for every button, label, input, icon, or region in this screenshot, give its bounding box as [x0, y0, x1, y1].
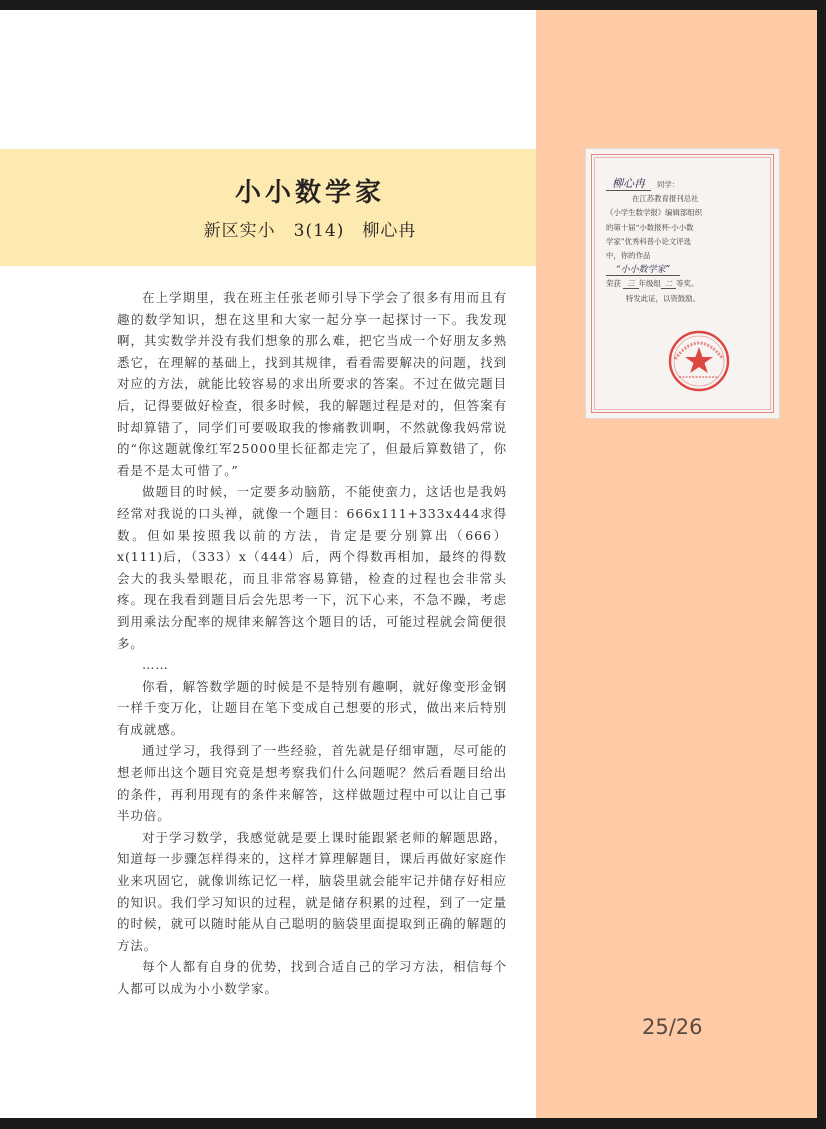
certificate-line: 在江苏教育报刊总社 — [632, 194, 699, 204]
official-seal-stamp — [667, 329, 731, 393]
recipient-name: 柳心冉 — [606, 177, 651, 191]
article-byline: 新区实小 3(14) 柳心冉 — [203, 221, 417, 241]
award-work-title: “小小数学家” — [606, 265, 680, 276]
certificate-line: 的第十届“小数报杯·小小数 — [606, 222, 694, 232]
award-grade: 三 — [623, 279, 638, 289]
paragraph: 每个人都有自身的优势，找到合适自己的学习方法，相信每个人都可以成为小小数学家。 — [117, 959, 507, 996]
paragraph: 对于学习数学，我感觉就是要上课时能跟紧老师的解题思路，知道每一步骤怎样得来的，这样才算理解题目，课后再做好家庭作业来巩固它，就像训练记忆一样，脑袋里就会能牢记并储存好相应的知识。我们学习知识的过程，就是储存积累的过程，到了一定量的时候，就可以随时能从自己聪明的脑袋里面提取到正确的解题的方法。 — [117, 829, 507, 953]
award-certificate-photo — [586, 149, 779, 418]
paragraph: 做题目的时候，一定要多动脑筋，不能使蛮力，这话也是我妈经常对我说的口头禅，就像一个题目：666x111+333x444求得数。但如果按照我以前的方法，肯定是要分别算出（666）x(111)后，（333）x（444）后，两个得数再相加，最终的得数会大的我头晕眼花，而且非常容易算错，检查的过程也会非常头疼。现在我看到题目后会先思考一下，沉下心来，不急不躁，考虑到用乘法分配率的规律来解答这个题目的话，可能过程就会简便很多。 — [117, 484, 507, 651]
page-number: 25/26 — [642, 1015, 703, 1039]
certificate-line: 中，你的作品 — [606, 251, 651, 261]
certificate-line: 《小学生数学报》编辑部组织 — [606, 208, 703, 218]
certificate-closing: 特发此证，以资鼓励。 — [626, 293, 700, 303]
award-level: 二 — [661, 279, 676, 289]
certificate-line: 学家”优秀科普小论文评选 — [606, 236, 692, 246]
award-suffix: 等奖。 — [676, 279, 699, 289]
recipient-suffix: 同学： — [657, 180, 680, 189]
paragraph: 你看，解答数学题的时候是不是特别有趣啊，就好像变形金钢一样千变万化，让题目在笔下变成自己想要的形式，做出来后特别有成就感。 — [117, 678, 507, 737]
document-page — [0, 10, 817, 1118]
award-mid: 年级组 — [638, 279, 661, 289]
paragraph: 在上学期里，我在班主任张老师引导下学会了很多有用而且有趣的数学知识，想在这里和大家一起分享一起探讨一下。我发现啊，其实数学并没有我们想象的那么难，把它当成一个好朋友多熟悉它，在理解的基础上，找到其规律，看看需要解决的问题，找到对应的方法，就能比较容易的求出所要求的答案。不过在做完题目后，记得要做好检查，很多时候，我的解题过程是对的，但答案有时却算错了，同学们可要吸取我的惨痛教训啊，不然就像我妈常说的“你这题就像红军25000里长征都走完了，但最后算数错了，你看是不是太可惜了。” — [117, 290, 507, 478]
award-prefix: 荣获 — [606, 279, 621, 289]
article-body — [117, 287, 507, 1000]
article-title: 小小数学家 — [234, 178, 385, 208]
certificate-text — [606, 177, 768, 306]
paragraph: 通过学习，我得到了一些经验，首先就是仔细审题，尽可能的想老师出这个题目究竟是想考察我们什么问题呢？然后看题目给出的条件，再利用现有的条件来解答，这样做题过程中可以让自己事半功倍。 — [117, 743, 507, 824]
paragraph-ellipsis: …… — [142, 657, 169, 673]
